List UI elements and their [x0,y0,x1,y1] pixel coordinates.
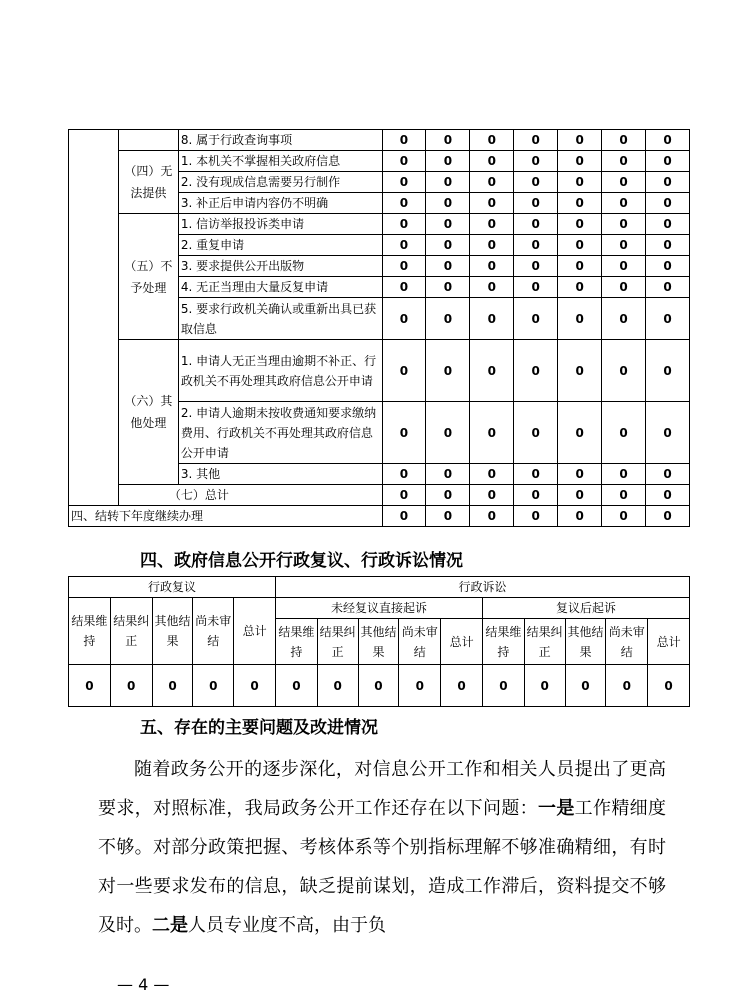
value-cell: 0 [602,256,646,277]
value-cell: 0 [558,402,602,464]
value-cell: 0 [602,193,646,214]
category-cell: （四）无法提供 [118,151,178,214]
value-cell: 0 [514,506,558,527]
value-cell: 0 [646,214,690,235]
value-cell: 0 [646,464,690,485]
value-cell: 0 [558,298,602,340]
column-header: 结果维持 [69,598,111,665]
row-label: 5. 要求行政机关确认或重新出具已获取信息 [178,298,382,340]
value-cell: 0 [426,193,470,214]
value-cell: 0 [558,464,602,485]
value-cell: 0 [602,340,646,402]
value-cell: 0 [514,172,558,193]
header-after-review: 复议后起诉 [482,598,689,619]
value-cell: 0 [382,402,426,464]
value-cell: 0 [602,464,646,485]
value-cell: 0 [426,464,470,485]
value-cell: 0 [514,402,558,464]
value-cell: 0 [470,235,514,256]
value-cell: 0 [426,485,470,506]
column-header: 结果纠正 [317,619,358,665]
value-cell: 0 [514,256,558,277]
row-label: 2. 重复申请 [178,235,382,256]
column-header: 其他结果 [152,598,193,665]
category-cell: （六）其他处理 [118,340,178,485]
value-cell: 0 [558,151,602,172]
value-cell: 0 [646,277,690,298]
body-paragraph [98,750,666,945]
value-cell: 0 [426,298,470,340]
value-cell: 0 [558,340,602,402]
value-cell: 0 [558,130,602,151]
value-cell: 0 [470,256,514,277]
column-header: 尚未审结 [399,619,441,665]
value-cell: 0 [648,665,690,707]
table-row [69,130,690,151]
row-label: 1. 信访举报投诉类申请 [178,214,382,235]
value-cell: 0 [426,151,470,172]
value-cell: 0 [565,665,606,707]
row-label: 2. 没有现成信息需要另行制作 [178,172,382,193]
value-cell: 0 [514,130,558,151]
value-cell: 0 [470,506,514,527]
paragraph-text-1: 随着政务公开的逐步深化，对信息公开工作和相关人员提出了更高要求，对照标准，我局政务公开工作还存在以下问题： [98,759,666,819]
value-cell: 0 [470,151,514,172]
column-header: 总计 [234,598,276,665]
table-row [69,485,690,506]
column-header: 总计 [441,619,483,665]
value-cell: 0 [382,235,426,256]
value-cell: 0 [382,172,426,193]
value-cell: 0 [426,172,470,193]
value-cell: 0 [426,256,470,277]
row-label: 1. 本机关不掌握相关政府信息 [178,151,382,172]
value-cell: 0 [426,340,470,402]
row-label: 8. 属于行政查询事项 [178,130,382,151]
value-cell: 0 [558,506,602,527]
value-cell: 0 [110,665,152,707]
value-cell: 0 [558,277,602,298]
value-cell: 0 [470,464,514,485]
section-4-title: 四、政府信息公开行政复议、行政诉讼情况 [140,551,463,571]
value-cell: 0 [602,151,646,172]
row-label: 四、结转下年度继续办理 [69,506,383,527]
value-cell: 0 [514,485,558,506]
value-cell: 0 [602,235,646,256]
column-header: 结果纠正 [524,619,565,665]
value-cell: 0 [426,402,470,464]
column-header: 结果维持 [482,619,524,665]
value-cell: 0 [602,130,646,151]
value-cell: 0 [558,172,602,193]
header-admin-review: 行政复议 [69,577,276,598]
value-cell: 0 [382,256,426,277]
value-cell: 0 [558,193,602,214]
value-cell: 0 [152,665,193,707]
header-direct-suit: 未经复议直接起诉 [275,598,482,619]
row-label: 3. 补正后申请内容仍不明确 [178,193,382,214]
value-cell: 0 [382,214,426,235]
value-cell: 0 [602,506,646,527]
value-cell: 0 [646,485,690,506]
table-row [69,214,690,235]
value-cell: 0 [514,464,558,485]
value-cell: 0 [646,402,690,464]
row-label: 4. 无正当理由大量反复申请 [178,277,382,298]
value-cell: 0 [524,665,565,707]
row-label: （七）总计 [118,485,382,506]
value-cell: 0 [399,665,441,707]
value-cell: 0 [602,298,646,340]
value-cell: 0 [606,665,648,707]
value-cell: 0 [382,277,426,298]
column-header: 结果纠正 [110,598,152,665]
column-header: 尚未审结 [606,619,648,665]
value-cell: 0 [514,277,558,298]
value-cell: 0 [470,172,514,193]
category-cell: （五）不予处理 [118,214,178,340]
value-cell: 0 [470,402,514,464]
value-cell: 0 [358,665,399,707]
value-cell: 0 [382,193,426,214]
value-cell: 0 [382,130,426,151]
value-cell: 0 [441,665,483,707]
value-cell: 0 [69,665,111,707]
value-cell: 0 [646,130,690,151]
value-cell: 0 [470,485,514,506]
value-cell: 0 [470,193,514,214]
value-cell: 0 [514,193,558,214]
value-cell: 0 [602,277,646,298]
value-cell: 0 [514,235,558,256]
value-cell: 0 [602,402,646,464]
value-cell: 0 [558,214,602,235]
value-cell: 0 [646,256,690,277]
row-label: 1. 申请人无正当理由逾期不补正、行政机关不再处理其政府信息公开申请 [178,340,382,402]
value-cell: 0 [193,665,234,707]
column-header: 结果维持 [275,619,317,665]
value-cell: 0 [558,235,602,256]
paragraph-text-3: 人员专业度不高，由于负 [188,915,386,936]
value-cell: 0 [514,298,558,340]
value-cell: 0 [558,485,602,506]
value-cell: 0 [646,235,690,256]
value-cell: 0 [646,172,690,193]
value-cell: 0 [646,298,690,340]
row-label: 2. 申请人逾期未按收费通知要求缴纳费用、行政机关不再处理其政府信息公开申请 [178,402,382,464]
value-cell: 0 [470,277,514,298]
value-cell: 0 [382,506,426,527]
value-cell: 0 [646,151,690,172]
value-cell: 0 [514,214,558,235]
value-cell: 0 [470,340,514,402]
column-header: 其他结果 [358,619,399,665]
value-cell: 0 [426,277,470,298]
paragraph-text-2: 工作精细度不够。对部分政策把握、考核体系等个别指标理解不够准确精细，有时对一些要求发布的信息，缺乏提前谋划，造成工作滞后，资料提交不够及时。 [98,798,667,936]
value-cell: 0 [426,214,470,235]
table-row [69,340,690,402]
value-cell: 0 [382,485,426,506]
value-cell: 0 [646,193,690,214]
value-cell: 0 [382,464,426,485]
value-cell: 0 [558,256,602,277]
value-cell: 0 [470,214,514,235]
category-cell-empty [118,130,178,151]
value-cell: 0 [470,130,514,151]
row-label: 3. 要求提供公开出版物 [178,256,382,277]
value-cell: 0 [602,172,646,193]
table-row [69,506,690,527]
value-cell: 0 [646,340,690,402]
value-cell: 0 [275,665,317,707]
value-cell: 0 [426,130,470,151]
page-number: — 4 — [117,975,170,994]
review-litigation-table [68,576,690,707]
value-cell: 0 [514,151,558,172]
column-header: 总计 [648,619,690,665]
value-cell: 0 [382,298,426,340]
value-cell: 0 [317,665,358,707]
column-header: 其他结果 [565,619,606,665]
value-cell: 0 [646,506,690,527]
bold-marker-2: 二是 [152,915,188,936]
statistics-table [68,129,690,527]
section-5-title: 五、存在的主要问题及改进情况 [140,718,378,738]
value-cell: 0 [482,665,524,707]
value-cell: 0 [426,506,470,527]
value-cell: 0 [470,298,514,340]
column-header: 尚未审结 [193,598,234,665]
header-admin-litigation: 行政诉讼 [275,577,689,598]
outer-category-cell [69,130,119,506]
value-cell: 0 [602,485,646,506]
value-cell: 0 [602,214,646,235]
value-cell: 0 [514,340,558,402]
value-cell: 0 [382,151,426,172]
value-cell: 0 [234,665,276,707]
table-row [69,151,690,172]
bold-marker-1: 一是 [538,798,575,819]
value-cell: 0 [382,340,426,402]
row-label: 3. 其他 [178,464,382,485]
value-cell: 0 [426,235,470,256]
